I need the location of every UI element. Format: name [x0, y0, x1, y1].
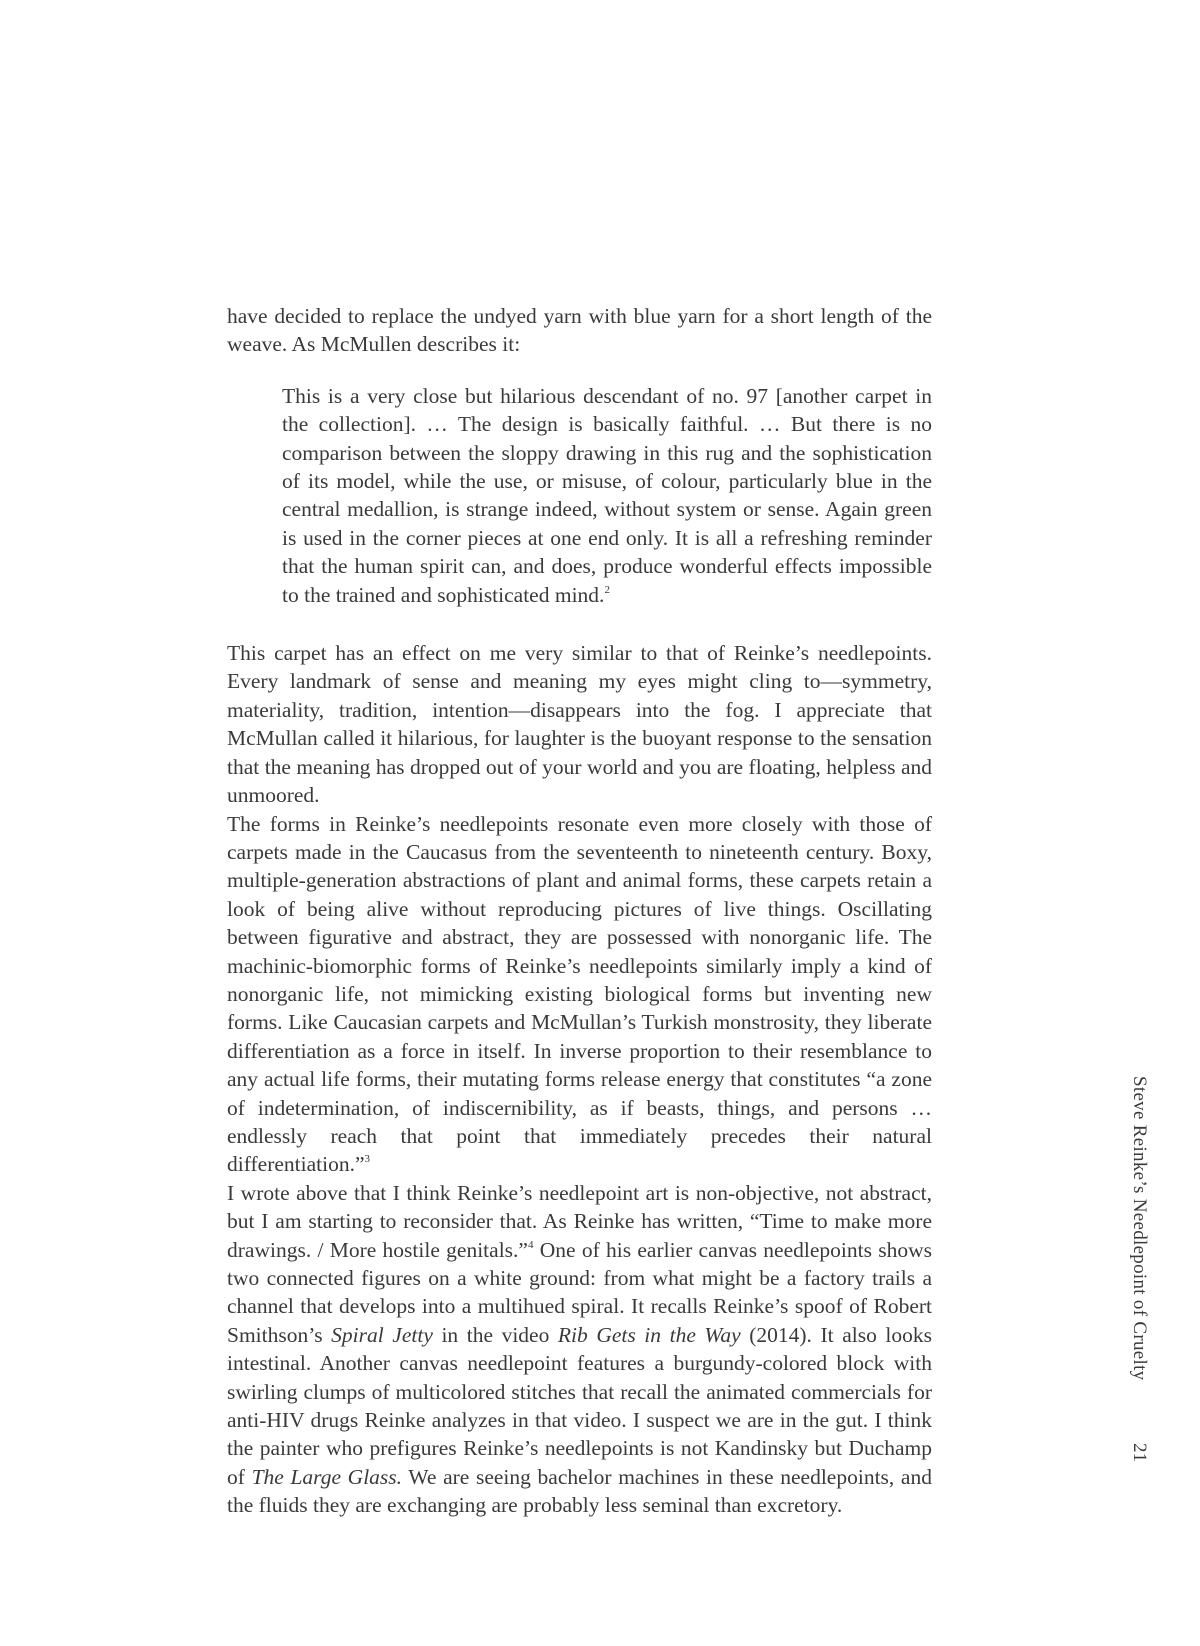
paragraph-1: have decided to replace the undyed yarn with blue yarn for a short length of the weave. As McMullen describes it:: [227, 304, 932, 357]
footnote-ref-2[interactable]: 2: [604, 583, 610, 596]
paragraph-4-part-b: One of his earlier canvas needlepoints shows two connected figures on a white ground: from what might be a factory trails a channel that develops into a multihued spiral. It recalls Reinke’s spoof of Robert Smithson’s: [227, 1237, 932, 1347]
page-number: 21: [1129, 1443, 1150, 1462]
body-text: [227, 302, 932, 1520]
footnote-ref-3[interactable]: 3: [364, 1153, 371, 1166]
block-quote: [282, 382, 932, 609]
quote-text: This is a very close but hilarious descendant of no. 97 [another carpet in the collection]. … The design is basically faithful. … But there is no comparison between the sloppy drawing in this rug and the sophistication of its model, while the use, or misuse, of colour, particularly blue in the central medallion, is strange indeed, without system or sense. Again green is used in the corner pieces at one end only. It is all a refreshing reminder that the human spirit can, and does, produce wonderful effects impossible to the trained and sophisticated mind.: [282, 383, 932, 607]
paragraph-2: This carpet has an effect on me very similar to that of Reinke’s needlepoints. Every landmark of sense and meaning my eyes might cling to—symmetry, materiality, tradition, intention—disappears into the fog. I appreciate that McMullan called it hilarious, for laughter is the buoyant response to the sensation that the meaning has dropped out of your world and you are floating, helpless and unmoored.: [227, 641, 932, 808]
paragraph-4-part-d: (2014). It also looks intestinal. Another canvas needlepoint features a burgundy-colored block with swirling clumps of multicolored stitches that recall the animated commercials for anti-HIV drugs Reinke analyzes in that video. I suspect we are in the gut. I think the painter who prefigures Reinke’s needlepoints is not Kandinsky but Duchamp of: [227, 1322, 932, 1489]
work-title-spiral-jetty: Spiral Jetty: [331, 1322, 433, 1347]
paragraph-3: [227, 810, 932, 1179]
paragraph-4-part-a: I wrote above that I think Reinke’s needlepoint art is non-objective, not abstract, but I am starting to reconsider that. As Reinke has written, “Time to make more drawings. / More hostile genitals.”: [227, 1180, 932, 1262]
work-title-rib-gets-in-the-way: Rib Gets in the Way: [557, 1322, 741, 1347]
work-title-large-glass: The Large Glass.: [251, 1464, 403, 1489]
footnote-ref-4[interactable]: 4: [527, 1238, 534, 1251]
paragraph-4-part-c: in the video: [432, 1322, 558, 1347]
running-head: Steve Reinke’s Needlepoint of Cruelty: [1129, 1076, 1150, 1381]
paragraph-3-text: The forms in Reinke’s needlepoints resonate even more closely with those of carpets made in the Caucasus from the seventeenth to nineteenth century. Boxy, multiple-generation abstractions of plant and animal forms, these carpets retain a look of being alive without reproducing pictures of live things. Oscillating between figurative and abstract, they are possessed with nonorganic life. The machinic-biomorphic forms of Reinke’s needlepoints similarly imply a kind of nonorganic life, not mimicking existing biological forms but inventing new forms. Like Caucasian carpets and McMullan’s Turkish monstrosity, they liberate differentiation as a force in itself. In inverse proportion to their resemblance to any actual life forms, their mutating forms release energy that constitutes “a zone of indetermination, of indiscernibility, as if beasts, things, and persons … endlessly reach that point that immediately precedes their natural differentiation.”: [227, 811, 932, 1177]
paragraph-4: [227, 1179, 932, 1520]
paragraph-4-part-e: We are seeing bachelor machines in these needlepoints, and the fluids they are exchanging are probably less seminal than excretory.: [227, 1464, 932, 1518]
